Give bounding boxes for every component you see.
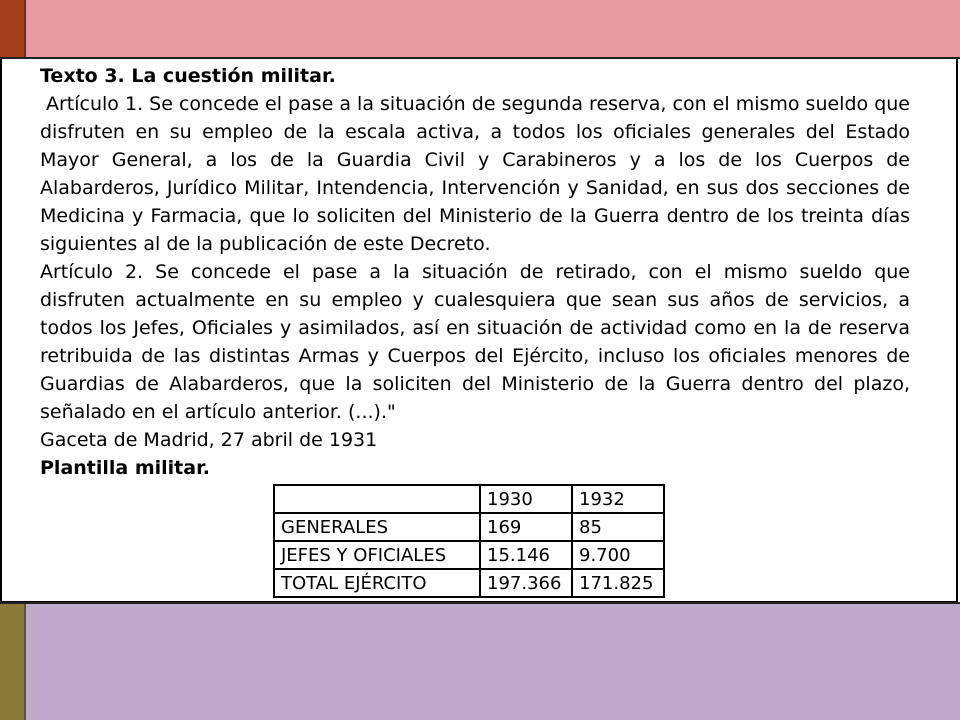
cell-value: 9.700 bbox=[572, 541, 664, 569]
table-header-row bbox=[274, 485, 664, 513]
cell-value: 171.825 bbox=[572, 569, 664, 597]
row-label: JEFES Y OFICIALES bbox=[274, 541, 480, 569]
top-accent-bar bbox=[0, 0, 24, 58]
top-divider bbox=[0, 57, 960, 59]
cell-value: 197.366 bbox=[480, 569, 572, 597]
table-row bbox=[274, 541, 664, 569]
row-label: GENERALES bbox=[274, 513, 480, 541]
document-heading: Texto 3. La cuestión militar. bbox=[40, 65, 336, 87]
table-row bbox=[274, 569, 664, 597]
header-year-1932: 1932 bbox=[572, 485, 664, 513]
articulo-2-paragraph: Artículo 2. Se concede el pase a la situación de retirado, con el mismo sueldo que disfruten actualmente en su empleo y cualesquiera que sean sus años de servicios, a todos los Jefes, Oficiales y asimilados, así en situación de actividad como en la de reserva retribuida de las distintas Armas y Cuerpos del Ejército, incluso los oficiales menores de Guardias de Alabarderos, que la soliciten del Ministerio de la Guerra dentro del plazo, señalado en el artículo anterior. (...)." bbox=[40, 261, 910, 423]
cell-value: 85 bbox=[572, 513, 664, 541]
articulo-1-paragraph: Artículo 1. Se concede el pase a la situación de segunda reserva, con el mismo sueldo que disfruten en su empleo de la escala activa, a todos los oficiales generales del Estado Mayor General, a los de la Guardia Civil y Carabineros y a los de los Cuerpos de Alabarderos, Jurídico Militar, Intendencia, Intervención y Sanidad, en sus dos secciones de Medicina y Farmacia, que lo soliciten del Ministerio de la Guerra dentro de los treinta días siguientes al de la publicación de este Decreto. bbox=[40, 93, 910, 255]
row-label: TOTAL EJÉRCITO bbox=[274, 569, 480, 597]
table-title: Plantilla militar. bbox=[40, 457, 210, 479]
document-text bbox=[40, 62, 910, 482]
table-row bbox=[274, 513, 664, 541]
data-table bbox=[273, 484, 665, 598]
bottom-accent-line bbox=[24, 604, 26, 720]
bottom-accent-bar bbox=[0, 604, 24, 720]
plantilla-militar-table bbox=[273, 484, 665, 598]
top-decorative-band bbox=[0, 0, 960, 58]
top-accent-line bbox=[24, 0, 26, 58]
source-citation: Gaceta de Madrid, 27 abril de 1931 bbox=[40, 429, 378, 451]
header-year-1930: 1930 bbox=[480, 485, 572, 513]
cell-value: 15.146 bbox=[480, 541, 572, 569]
bottom-decorative-band bbox=[0, 604, 960, 720]
header-empty-cell bbox=[274, 485, 480, 513]
cell-value: 169 bbox=[480, 513, 572, 541]
